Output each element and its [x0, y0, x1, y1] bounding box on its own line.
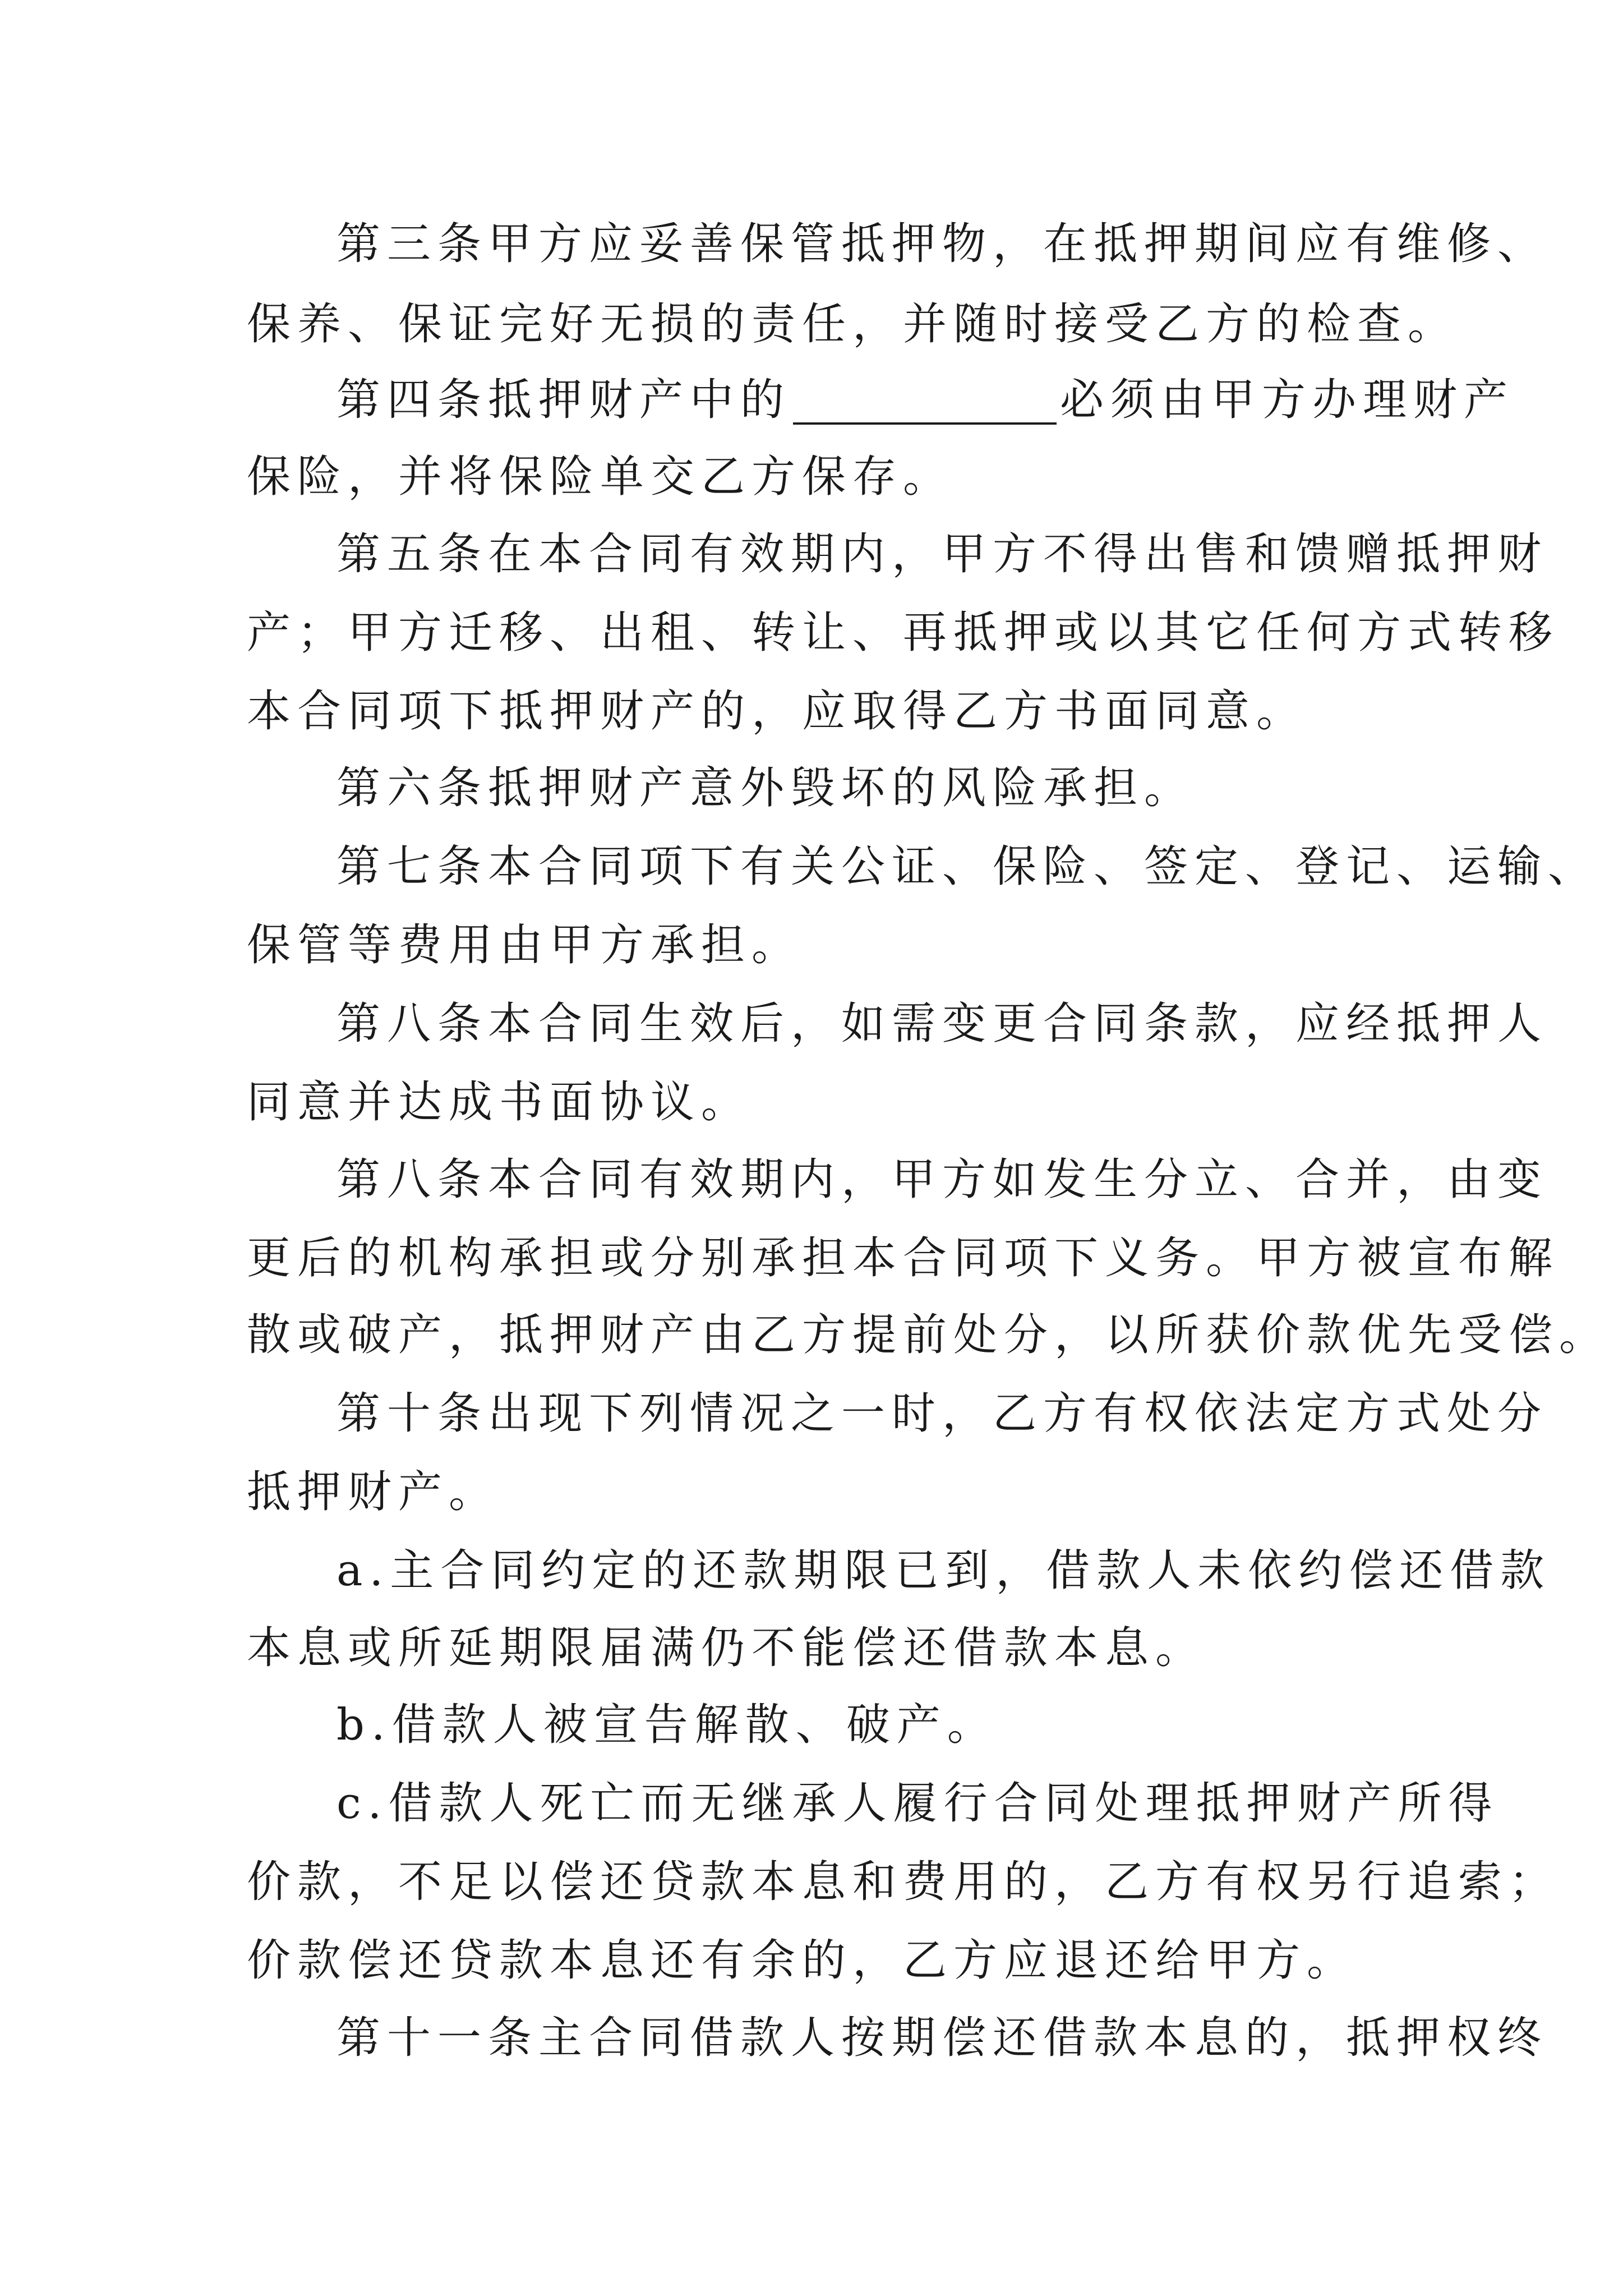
text-line: 散或破产，抵押财产由乙方提前处分，以所获价款优先受偿。: [247, 1310, 1610, 1360]
text-line: 第三条甲方应妥善保管抵押物，在抵押期间应有维修、: [336, 219, 1548, 269]
text-line: 保管等费用由甲方承担。: [247, 920, 803, 970]
text-line: 第十条出现下列情况之一时，乙方有权依法定方式处分: [336, 1388, 1548, 1439]
text-line: c.借款人死亡而无继承人履行合同处理抵押财产所得: [336, 1778, 1499, 1829]
text-segment: 必须由甲方办理财产: [1060, 375, 1515, 425]
text-line: 保养、保证完好无损的责任，并随时接受乙方的检查。: [247, 299, 1459, 349]
fill-in-blank: [793, 422, 1057, 425]
text-line: 第五条在本合同有效期内，甲方不得出售和馈赠抵押财: [336, 529, 1548, 579]
text-line: a.主合同约定的还款期限已到，借款人未依约偿还借款: [336, 1545, 1551, 1596]
text-line: b.借款人被宣告解散、破产。: [336, 1700, 998, 1750]
text-line: 第十一条主合同借款人按期偿还借款本息的，抵押权终: [336, 2013, 1548, 2063]
text-line: 抵押财产。: [247, 1467, 500, 1517]
text-line: 第六条抵押财产意外毁坏的风险承担。: [336, 763, 1195, 813]
text-line: 产；甲方迁移、出租、转让、再抵押或以其它任何方式转移: [247, 608, 1560, 658]
text-line: 价款偿还贷款本息还有余的，乙方应退还给甲方。: [247, 1935, 1358, 1986]
text-line: 本合同项下抵押财产的，应取得乙方书面同意。: [247, 686, 1307, 737]
text-line: 更后的机构承担或分别承担本合同项下义务。甲方被宣布解: [247, 1233, 1560, 1283]
text-line: 本息或所延期限届满仍不能偿还借款本息。: [247, 1623, 1206, 1673]
text-line: 第七条本合同项下有关公证、保险、签定、登记、运输、: [336, 841, 1599, 892]
text-line: 同意并达成书面协议。: [247, 1077, 752, 1128]
text-line: 价款，不足以偿还贷款本息和费用的，乙方有权另行追索；: [247, 1857, 1560, 1907]
text-line: 保险，并将保险单交乙方保存。: [247, 452, 954, 502]
text-line: 第八条本合同生效后，如需变更合同条款，应经抵押人: [336, 999, 1548, 1049]
text-line: 第八条本合同有效期内，甲方如发生分立、合并，由变: [336, 1154, 1548, 1205]
text-segment: 第四条抵押财产中的: [336, 375, 791, 425]
text-line: [336, 369, 1514, 431]
